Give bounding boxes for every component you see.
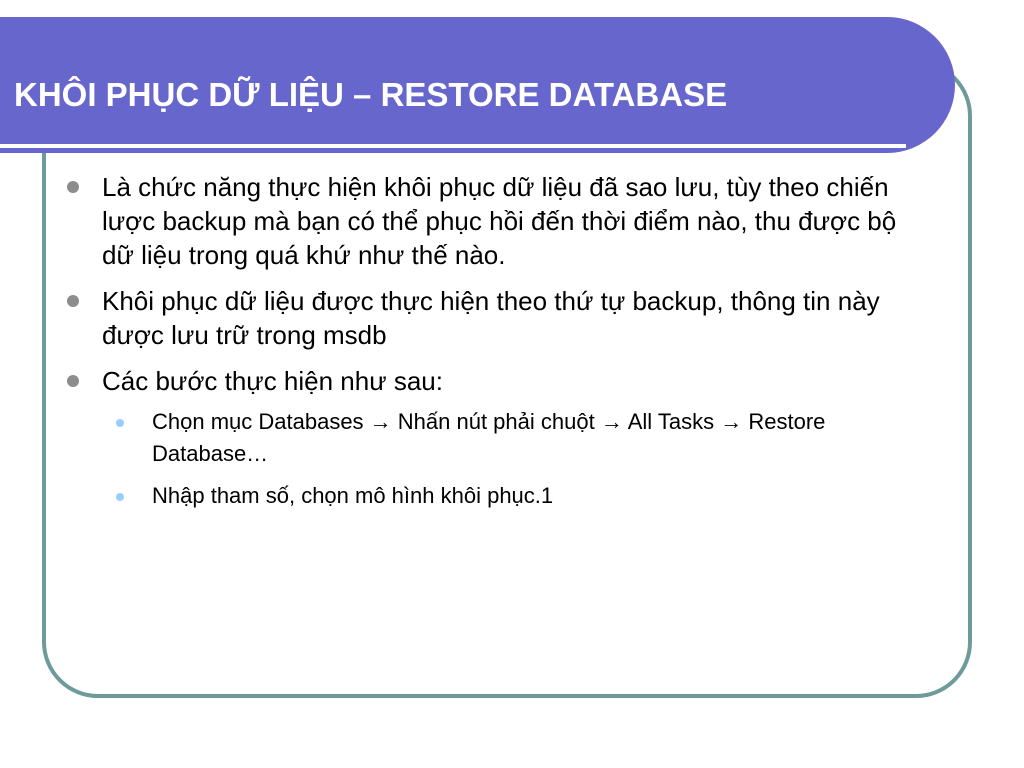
sub-bullet-item-enter-parameters [62, 480, 902, 512]
sub-bullet-text: Chọn mục Databases → Nhấn nút phải chuột → All Tasks → Restore Database… [152, 409, 826, 466]
bullet-list [62, 170, 902, 524]
sub-bullet-item-select-databases [62, 406, 902, 470]
bullet-text: Là chức năng thực hiện khôi phục dữ liệu đã sao lưu, tùy theo chiến lược backup mà bạn có thể phục hồi đến thời điểm nào, thu được bộ dữ liệu trong quá khứ như thế nào. [102, 172, 897, 270]
bullet-item-definition [62, 170, 902, 272]
bullet-item-order [62, 284, 902, 352]
bullet-text: Khôi phục dữ liệu được thực hiện theo thứ tự backup, thông tin này được lưu trữ trong msdb [102, 286, 880, 350]
sub-bullet-text: Nhập tham số, chọn mô hình khôi phục.1 [152, 483, 554, 508]
bullet-dot-icon [67, 295, 79, 307]
sub-bullet-dot-icon [116, 419, 124, 427]
title-banner [0, 17, 955, 153]
title-underline [0, 144, 906, 148]
sub-bullet-list [102, 406, 902, 512]
bullet-dot-icon [67, 181, 79, 193]
bullet-text: Các bước thực hiện như sau: [102, 366, 443, 396]
bullet-dot-icon [67, 375, 79, 387]
sub-bullet-dot-icon [116, 493, 124, 501]
slide-title: KHÔI PHỤC DỮ LIỆU – RESTORE DATABASE [14, 76, 728, 113]
bullet-item-steps [62, 364, 902, 512]
